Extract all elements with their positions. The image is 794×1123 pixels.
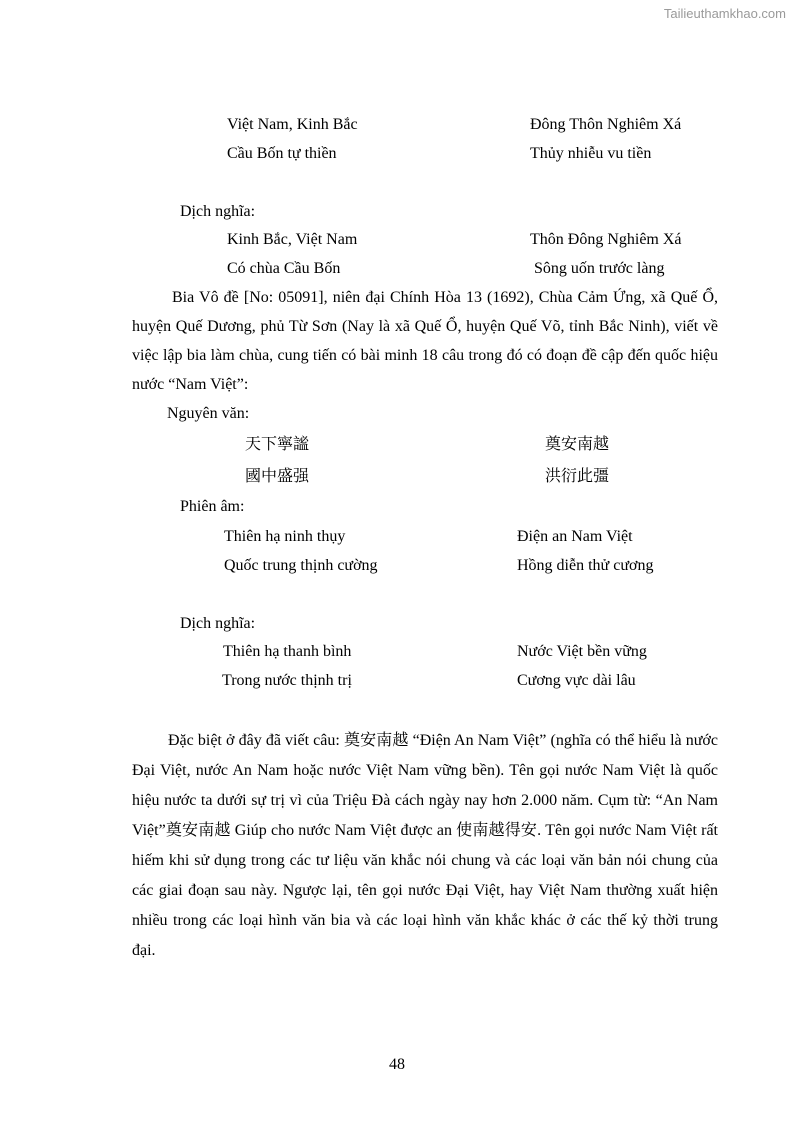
transliteration-line2-right: Hồng diễn thử cương	[517, 557, 654, 574]
block1-line2-left: Cầu Bốn tự thiền	[227, 145, 337, 162]
translation2-line1-right: Nước Việt bền vững	[517, 643, 647, 660]
page-number: 48	[389, 1056, 405, 1073]
block1-line2-right: Thủy nhiễu vu tiền	[530, 145, 652, 162]
analysis-paragraph: Đặc biệt ở đây đã viết câu: 奠安南越 “Điện An Nam Việt” (nghĩa có thể hiểu là nước Đại Việt, nước An Nam hoặc nước Việt Nam vững bền). Tên gọi nước Nam Việt là quốc hiệu nước ta dưới sự trị vì của Triệu Đà cách ngày nay hơn 2.000 năm. Cụm từ: “An Nam Việt”奠安南越 Giúp cho nước Nam Việt được an 使南越得安. Tên gọi nước Nam Việt rất hiếm khi sử dụng trong các tư liệu văn khắc nói chung và các loại văn bản nói chung của các giai đoạn sau này. Ngược lại, tên gọi nước Đại Việt, hay Việt Nam thường xuất hiện nhiều trong các loại hình văn bia và các loại hình văn khắc khác ở các thế kỷ thời trung đại.	[132, 732, 718, 959]
original-label: Nguyên văn:	[167, 405, 250, 422]
block1-line1-right: Đông Thôn Nghiêm Xá	[530, 116, 682, 133]
transliteration-line1-left: Thiên hạ ninh thụy	[224, 528, 346, 545]
original-line1-left: 天下寧謐	[245, 434, 310, 453]
transliteration-line2-left: Quốc trung thịnh cường	[224, 557, 378, 574]
translation1-label: Dịch nghĩa:	[180, 203, 256, 220]
translation2-line1-left: Thiên hạ thanh bình	[223, 643, 352, 660]
original-line2-left: 國中盛强	[245, 466, 310, 485]
stele-paragraph: Bia Vô đề [No: 05091], niên đại Chính Hòa 13 (1692), Chùa Cảm Ứng, xã Quế Ổ, huyện Quế Dương, phủ Từ Sơn (Nay là xã Quế Ổ, huyện Quế Võ, tỉnh Bắc Ninh), viết về việc lập bia làm chùa, cung tiến có bài minh 18 câu trong đó có đoạn đề cập đến quốc hiệu nước “Nam Việt”:	[132, 289, 718, 393]
block1-line1-left: Việt Nam, Kinh Bắc	[227, 116, 358, 133]
translation1-line2-right: Sông uốn trước làng	[534, 260, 665, 277]
transliteration-line1-right: Điện an Nam Việt	[517, 528, 633, 545]
translation1-line2-left: Có chùa Cầu Bốn	[227, 260, 341, 277]
original-line1-right: 奠安南越	[545, 434, 610, 453]
translation2-label: Dịch nghĩa:	[180, 615, 256, 632]
original-line2-right: 洪衍此彊	[545, 466, 610, 485]
translation1-line1-left: Kinh Bắc, Việt Nam	[227, 231, 358, 248]
watermark: Tailieuthamkhao.com	[663, 6, 786, 21]
transliteration-label: Phiên âm:	[180, 498, 245, 515]
translation1-line1-right: Thôn Đông Nghiêm Xá	[530, 231, 682, 248]
translation2-line2-left: Trong nước thịnh trị	[222, 672, 352, 689]
translation2-line2-right: Cương vực dài lâu	[517, 672, 636, 689]
